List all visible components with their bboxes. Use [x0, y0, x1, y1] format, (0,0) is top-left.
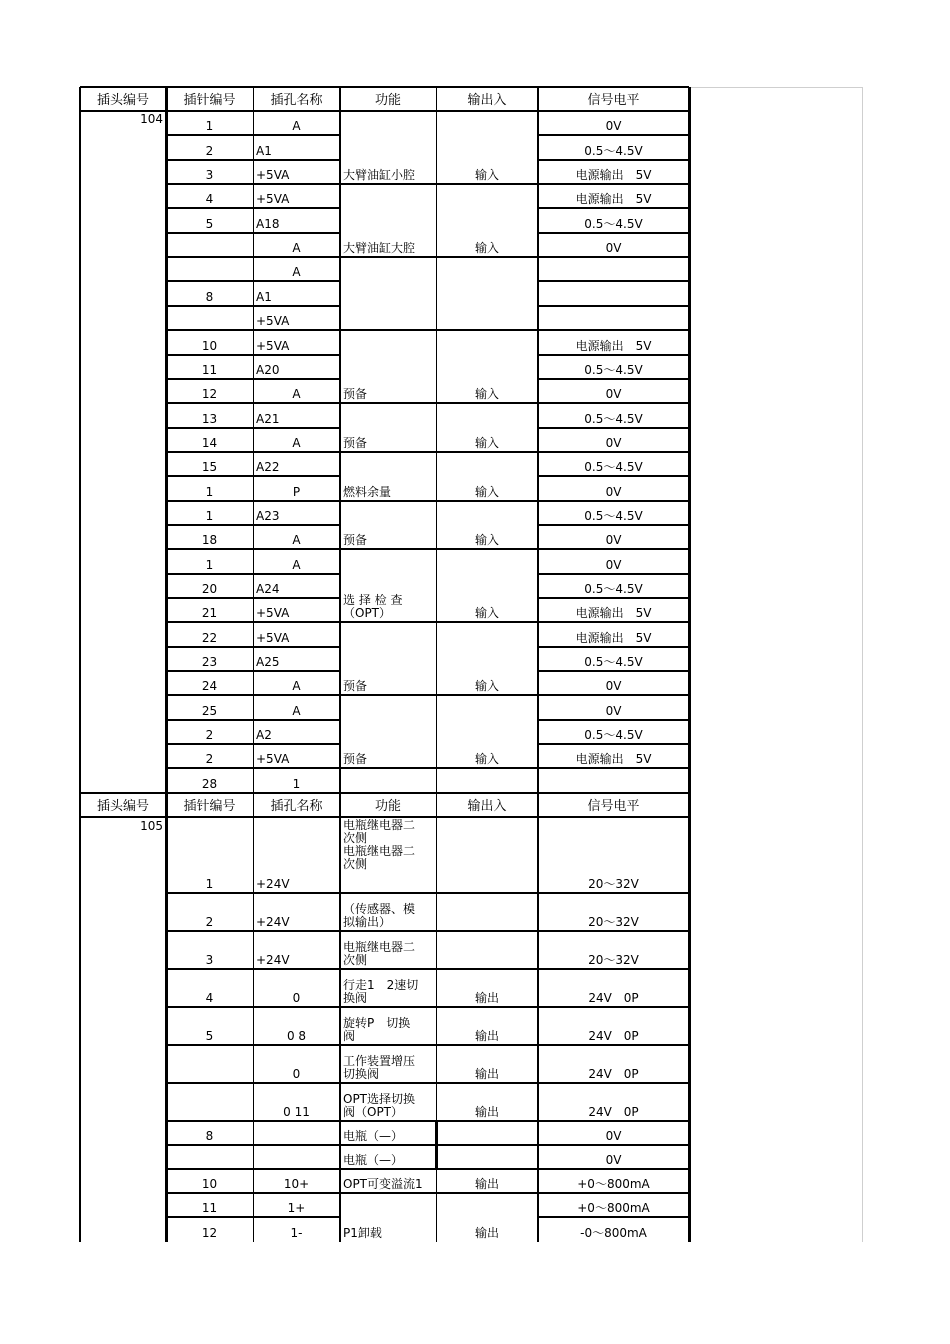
row-border: [538, 329, 689, 331]
row-border: [340, 1044, 538, 1046]
io-cell[interactable]: 输出: [474, 1067, 499, 1081]
hole-name[interactable]: 0 11: [283, 1105, 310, 1119]
pin-number[interactable]: 25: [201, 704, 218, 718]
signal-level[interactable]: 0V: [605, 436, 622, 450]
signal-level[interactable]: [541, 306, 686, 328]
header-plug-no[interactable]: 插头编号: [96, 799, 149, 814]
io-cell[interactable]: [439, 817, 535, 891]
pin-number[interactable]: 28: [201, 777, 218, 791]
io-cell[interactable]: [439, 893, 535, 929]
pin-number[interactable]: 2: [205, 144, 214, 158]
hole-name[interactable]: 0: [292, 991, 301, 1005]
pin-number[interactable]: 15: [201, 460, 218, 474]
signal-level[interactable]: [541, 257, 686, 279]
row-border: [538, 475, 689, 477]
io-cell[interactable]: [439, 931, 535, 967]
column-border: [688, 87, 691, 1242]
pin-number[interactable]: 14: [201, 436, 218, 450]
column-border: [253, 87, 254, 1242]
function-cell[interactable]: 旋转P 切换 阀: [343, 1016, 411, 1043]
pin-number[interactable]: 1: [205, 119, 214, 133]
row-border: [340, 930, 538, 932]
io-cell[interactable]: 输入: [474, 436, 499, 450]
function-cell[interactable]: 电瓶继电器二 次侧: [343, 940, 416, 967]
pin-number[interactable]: 21: [201, 606, 218, 620]
hole-name[interactable]: A21: [256, 412, 280, 426]
row-border: [538, 232, 689, 234]
row-border: [340, 621, 538, 623]
row-border: [80, 86, 689, 88]
function-cell[interactable]: 电瓶继电器二 次侧 电瓶继电器二 次侧: [343, 819, 416, 871]
pin-number[interactable]: [169, 1145, 250, 1167]
row-border: [538, 968, 689, 970]
column-border: [436, 87, 437, 1242]
io-cell[interactable]: 输入: [474, 241, 499, 255]
row-border: [538, 305, 689, 307]
signal-level[interactable]: 20～32V: [588, 877, 639, 891]
pin-number[interactable]: 4: [205, 991, 214, 1005]
signal-level[interactable]: 0.5～4.5V: [584, 582, 643, 596]
hole-name[interactable]: A23: [256, 509, 280, 523]
function-cell[interactable]: 选 择 检 查 （OPT）: [343, 593, 403, 620]
signal-level[interactable]: 电源输出 5V: [575, 339, 652, 353]
hole-name[interactable]: 1: [292, 777, 301, 791]
row-border: [538, 500, 689, 502]
pin-number[interactable]: 4: [205, 192, 214, 206]
row-border: [538, 1120, 689, 1122]
signal-level[interactable]: 0.5～4.5V: [584, 460, 643, 474]
row-border: [538, 743, 689, 745]
io-cell[interactable]: 输出: [474, 1105, 499, 1119]
pin-number[interactable]: 24: [201, 679, 218, 693]
pin-number[interactable]: [169, 1045, 250, 1081]
header-hole-name[interactable]: 插孔名称: [270, 799, 323, 814]
row-border: [538, 134, 689, 136]
signal-level[interactable]: 0.5～4.5V: [584, 728, 643, 742]
signal-level[interactable]: 0V: [605, 241, 622, 255]
io-cell[interactable]: 输出: [474, 1226, 499, 1240]
row-border: [538, 402, 689, 404]
signal-level[interactable]: 电源输出 5V: [575, 631, 652, 645]
header-plug-no[interactable]: 插头编号: [96, 93, 149, 108]
signal-level[interactable]: 电源输出 5V: [575, 168, 652, 182]
hole-name[interactable]: A: [292, 387, 301, 401]
hole-name[interactable]: A: [292, 119, 301, 133]
hole-name[interactable]: 1+: [287, 1201, 306, 1215]
row-border: [538, 378, 689, 380]
io-cell[interactable]: 输出: [474, 1029, 499, 1043]
function-cell[interactable]: P1卸载: [343, 1226, 382, 1240]
function-cell[interactable]: 电瓶（—）: [343, 1153, 404, 1167]
hole-name[interactable]: A24: [256, 582, 280, 596]
pin-number[interactable]: 8: [205, 1129, 214, 1143]
hole-name[interactable]: A1: [256, 144, 272, 158]
row-border: [340, 767, 538, 769]
row-border: [340, 1192, 538, 1194]
row-border: [340, 500, 538, 502]
signal-level[interactable]: 0V: [605, 558, 622, 572]
hole-name[interactable]: +24V: [256, 953, 290, 967]
row-border: [538, 670, 689, 672]
header-io[interactable]: 输出入: [467, 799, 507, 814]
pin-number[interactable]: [169, 306, 250, 328]
row-border: [340, 183, 538, 185]
row-border: [538, 621, 689, 623]
io-cell[interactable]: 输入: [474, 387, 499, 401]
hole-name[interactable]: [256, 1121, 337, 1143]
pin-number[interactable]: 1: [205, 877, 214, 891]
header-pin-no[interactable]: 插针编号: [183, 799, 236, 814]
row-border: [538, 256, 689, 258]
io-cell[interactable]: 输入: [474, 752, 499, 766]
function-cell[interactable]: [343, 257, 433, 328]
hole-name[interactable]: A20: [256, 363, 280, 377]
hole-name[interactable]: +5VA: [256, 631, 290, 645]
pin-number[interactable]: 2: [205, 915, 214, 929]
hole-name[interactable]: A1: [256, 290, 272, 304]
hole-name[interactable]: A2: [256, 728, 272, 742]
header-signal-level[interactable]: 信号电平: [587, 93, 640, 108]
function-cell[interactable]: 行走1 2速切 换阀: [343, 978, 419, 1005]
function-cell[interactable]: 预备: [343, 436, 368, 450]
io-cell[interactable]: 输入: [474, 533, 499, 547]
pin-number[interactable]: 11: [201, 363, 218, 377]
signal-level[interactable]: [541, 281, 686, 304]
header-function[interactable]: 功能: [374, 93, 401, 108]
io-cell[interactable]: [439, 1145, 535, 1167]
function-cell[interactable]: [343, 1195, 433, 1215]
signal-level[interactable]: 0V: [605, 1129, 622, 1143]
pin-number[interactable]: 10: [201, 339, 218, 353]
signal-level[interactable]: 0V: [605, 533, 622, 547]
io-cell[interactable]: 输出: [474, 991, 499, 1005]
row-border: [340, 892, 538, 894]
io-cell[interactable]: 输入: [474, 679, 499, 693]
pin-number[interactable]: 5: [205, 1029, 214, 1043]
hole-name[interactable]: A: [292, 558, 301, 572]
row-border: [538, 597, 689, 599]
row-border: [538, 524, 689, 526]
io-cell[interactable]: [439, 1193, 535, 1215]
row-border: [340, 256, 538, 258]
function-cell[interactable]: 工作装置增压 切换阀: [343, 1054, 416, 1081]
column-border: [79, 87, 81, 1242]
hole-name[interactable]: 0: [292, 1067, 301, 1081]
pin-number[interactable]: 1: [205, 509, 214, 523]
row-border: [538, 183, 689, 185]
row-border: [340, 329, 538, 331]
hole-name[interactable]: A25: [256, 655, 280, 669]
hole-name[interactable]: +5VA: [256, 192, 290, 206]
column-border: [537, 87, 539, 1242]
pin-number[interactable]: 3: [205, 953, 214, 967]
row-border: [538, 694, 689, 696]
header-signal-level[interactable]: 信号电平: [587, 799, 640, 814]
hole-name[interactable]: A: [292, 436, 301, 450]
pin-number[interactable]: 5: [205, 217, 214, 231]
hole-name[interactable]: +24V: [256, 877, 290, 891]
row-border: [538, 280, 689, 282]
row-border: [538, 451, 689, 453]
pin-number[interactable]: [169, 1083, 250, 1119]
function-cell[interactable]: （传感器、模 拟输出）: [343, 902, 416, 929]
signal-level[interactable]: -0～800mA: [580, 1226, 647, 1240]
signal-level[interactable]: 0.5～4.5V: [584, 655, 643, 669]
hole-name[interactable]: +5VA: [256, 339, 290, 353]
function-cell[interactable]: [343, 768, 433, 791]
row-border: [538, 573, 689, 575]
row-border: [538, 1044, 689, 1046]
signal-level[interactable]: 24V 0P: [588, 1067, 639, 1081]
hole-name[interactable]: [256, 1145, 337, 1167]
row-border: [538, 159, 689, 161]
row-border: [340, 1006, 538, 1008]
row-border: [538, 930, 689, 932]
hole-name[interactable]: A: [292, 704, 301, 718]
signal-level[interactable]: 24V 0P: [588, 1105, 639, 1119]
row-border: [538, 767, 689, 769]
function-cell[interactable]: 预备: [343, 533, 368, 547]
row-border: [538, 548, 689, 550]
hole-name[interactable]: +24V: [256, 915, 290, 929]
pin-number[interactable]: 1: [205, 558, 214, 572]
header-hole-name[interactable]: 插孔名称: [270, 93, 323, 108]
header-pin-no[interactable]: 插针编号: [183, 93, 236, 108]
signal-level[interactable]: 24V 0P: [588, 991, 639, 1005]
signal-level[interactable]: 20～32V: [588, 915, 639, 929]
hole-name[interactable]: +5VA: [256, 606, 290, 620]
signal-level[interactable]: +0～800mA: [577, 1177, 650, 1191]
function-cell[interactable]: 电瓶（—）: [343, 1129, 404, 1143]
row-border: [689, 87, 862, 88]
hole-name[interactable]: 1-: [290, 1226, 303, 1240]
signal-level[interactable]: 24V 0P: [588, 1029, 639, 1043]
hole-name[interactable]: A: [292, 265, 301, 279]
pin-number[interactable]: 13: [201, 412, 218, 426]
signal-level[interactable]: 0.5～4.5V: [584, 144, 643, 158]
pin-number[interactable]: 2: [205, 752, 214, 766]
io-cell[interactable]: 输入: [474, 168, 499, 182]
signal-level[interactable]: 0V: [605, 1153, 622, 1167]
function-cell[interactable]: 燃料余量: [343, 485, 392, 499]
signal-level[interactable]: 0V: [605, 485, 622, 499]
function-cell[interactable]: OPT选择切换 阀（OPT）: [343, 1092, 416, 1119]
pin-number[interactable]: 12: [201, 387, 218, 401]
column-border: [862, 87, 863, 1242]
signal-level[interactable]: 0.5～4.5V: [584, 363, 643, 377]
signal-level[interactable]: 电源输出 5V: [575, 752, 652, 766]
signal-level[interactable]: 电源输出 5V: [575, 606, 652, 620]
signal-level[interactable]: +0～800mA: [577, 1201, 650, 1215]
signal-level[interactable]: 0V: [605, 119, 622, 133]
plug-number-105[interactable]: 105: [140, 820, 163, 833]
pin-number[interactable]: 20: [201, 582, 218, 596]
row-border: [340, 402, 538, 404]
row-border: [538, 1082, 689, 1084]
pin-number[interactable]: 22: [201, 631, 218, 645]
row-border: [340, 451, 538, 453]
hole-name[interactable]: +5VA: [256, 752, 290, 766]
function-cell[interactable]: 大臂油缸小腔: [343, 168, 416, 182]
pin-number[interactable]: 8: [205, 290, 214, 304]
row-border: [340, 548, 538, 550]
header-function[interactable]: 功能: [374, 799, 401, 814]
signal-level[interactable]: 0.5～4.5V: [584, 509, 643, 523]
plug-number-104[interactable]: 104: [140, 113, 163, 126]
signal-level[interactable]: 0V: [605, 704, 622, 718]
pin-number[interactable]: 1: [205, 485, 214, 499]
row-border: [80, 792, 689, 794]
function-cell[interactable]: 预备: [343, 387, 368, 401]
io-cell[interactable]: [439, 1121, 535, 1143]
pin-number[interactable]: [169, 257, 250, 279]
column-border: [339, 87, 341, 1242]
hole-name[interactable]: +5VA: [256, 314, 290, 328]
hole-name[interactable]: 10+: [283, 1177, 310, 1191]
header-io[interactable]: 输出入: [467, 93, 507, 108]
row-border: [340, 1120, 538, 1122]
row-border: [538, 354, 689, 356]
row-border: [538, 1144, 689, 1146]
pin-number[interactable]: 11: [201, 1201, 218, 1215]
signal-level[interactable]: 电源输出 5V: [575, 192, 652, 206]
pin-number[interactable]: 18: [201, 533, 218, 547]
hole-name[interactable]: 0 8: [286, 1029, 307, 1043]
pin-number[interactable]: 12: [201, 1226, 218, 1240]
column-border: [165, 87, 168, 1242]
row-border: [340, 1082, 538, 1084]
function-cell[interactable]: 预备: [343, 679, 368, 693]
row-border: [340, 694, 538, 696]
pin-number[interactable]: 3: [205, 168, 214, 182]
function-cell[interactable]: OPT可变溢流1: [343, 1177, 423, 1191]
pin-number[interactable]: 2: [205, 728, 214, 742]
row-border: [340, 968, 538, 970]
pin-number[interactable]: 10: [201, 1177, 218, 1191]
row-border: [538, 719, 689, 721]
row-border: [538, 207, 689, 209]
pin-number[interactable]: [169, 233, 250, 255]
hole-name[interactable]: A22: [256, 460, 280, 474]
signal-level[interactable]: 0V: [605, 679, 622, 693]
io-cell[interactable]: 输入: [474, 606, 499, 620]
hole-name[interactable]: A: [292, 679, 301, 693]
io-cell[interactable]: [439, 257, 535, 328]
row-border: [340, 1168, 538, 1170]
io-cell[interactable]: 输出: [474, 1177, 499, 1191]
row-border: [538, 646, 689, 648]
row-border: [538, 892, 689, 894]
function-cell[interactable]: 大臂油缸大腔: [343, 241, 416, 255]
hole-name[interactable]: +5VA: [256, 168, 290, 182]
signal-level[interactable]: 0.5～4.5V: [584, 217, 643, 231]
row-border: [340, 1144, 538, 1146]
pin-number[interactable]: 23: [201, 655, 218, 669]
io-cell[interactable]: [439, 768, 535, 791]
row-border: [538, 427, 689, 429]
row-border: [538, 1006, 689, 1008]
io-cell[interactable]: 输入: [474, 485, 499, 499]
hole-name[interactable]: P: [292, 485, 301, 499]
signal-level[interactable]: 20～32V: [588, 953, 639, 967]
signal-level[interactable]: 0V: [605, 387, 622, 401]
row-border: [538, 1168, 689, 1170]
hole-name[interactable]: A: [292, 533, 301, 547]
hole-name[interactable]: A: [292, 241, 301, 255]
row-border: [538, 1216, 689, 1218]
function-cell[interactable]: 预备: [343, 752, 368, 766]
hole-name[interactable]: A18: [256, 217, 280, 231]
row-border: [538, 1192, 689, 1194]
signal-level[interactable]: 0.5～4.5V: [584, 412, 643, 426]
signal-level[interactable]: [541, 768, 686, 791]
